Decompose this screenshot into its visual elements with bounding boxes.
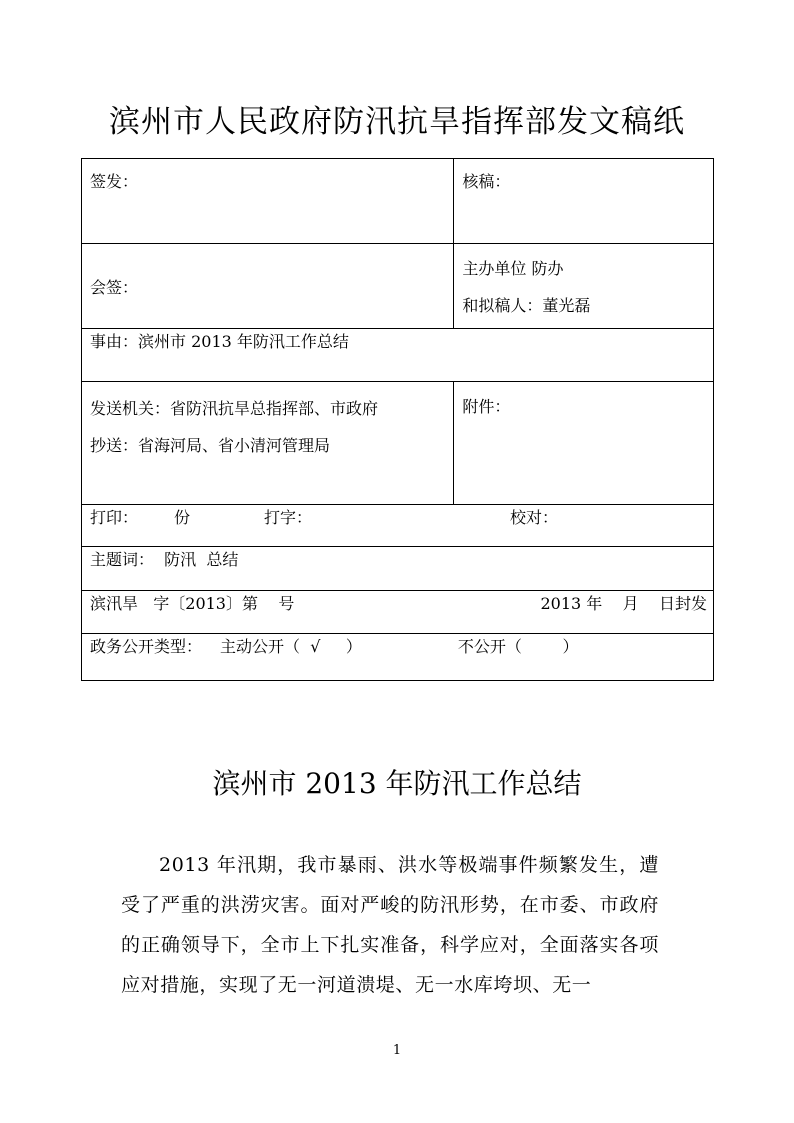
article-paragraph: 2013 年汛期，我市暴雨、洪水等极端事件频繁发生，遭受了严重的洪涝灾害。面对严峻的防汛形势，在市委、市政府的正确领导下，全市上下扎实准备，科学应对，全面落实各项应对措施，实现了无一河道溃堤、无一水库垮坝、无一	[121, 854, 659, 996]
sign-label: 签发：	[90, 172, 139, 191]
review-label: 核稿：	[462, 172, 511, 191]
public-type-label: 政务公开类型：	[90, 637, 203, 656]
public-active-option: 主动公开（ √ ）	[220, 637, 362, 656]
keywords-text: 主题词： 防汛 总结	[90, 550, 239, 569]
article-title: 滨州市 2013 年防汛工作总结	[212, 767, 582, 800]
subject-text: 事由：滨州市 2013 年防汛工作总结	[90, 332, 349, 351]
cosign-label: 会签：	[90, 277, 139, 297]
drafter: 和拟稿人：董光磊	[462, 296, 591, 315]
send-to: 发送机关：省防汛抗旱总指挥部、市政府	[90, 399, 379, 418]
print-row	[82, 505, 714, 547]
page-title: 滨州市人民政府防汛抗旱指挥部发文稿纸	[109, 104, 685, 140]
cosign-row	[82, 244, 714, 329]
typing-label: 打字：	[264, 508, 313, 527]
subject-row	[82, 329, 714, 382]
copies-label: 份	[174, 508, 191, 527]
attachment-label: 附件：	[462, 397, 511, 416]
public-not-option: 不公开（ ）	[457, 637, 579, 656]
article-body	[121, 845, 659, 1005]
doc-number: 滨汛旱 字〔2013〕第 号	[90, 594, 295, 613]
public-type-row	[82, 634, 714, 681]
page-number: 1	[392, 1043, 402, 1058]
print-label: 打印：	[90, 508, 139, 527]
keywords-row	[82, 547, 714, 591]
host-unit: 主办单位 防办	[462, 259, 564, 278]
doc-number-row	[82, 591, 714, 634]
dispatch-row	[82, 382, 714, 505]
dispatch-form-table	[81, 158, 714, 681]
sign-row	[82, 159, 714, 244]
cc-to: 抄送：省海河局、省小清河管理局	[90, 436, 331, 455]
proof-label: 校对：	[510, 508, 559, 527]
issue-date: 2013 年 月 日封发	[540, 594, 707, 613]
